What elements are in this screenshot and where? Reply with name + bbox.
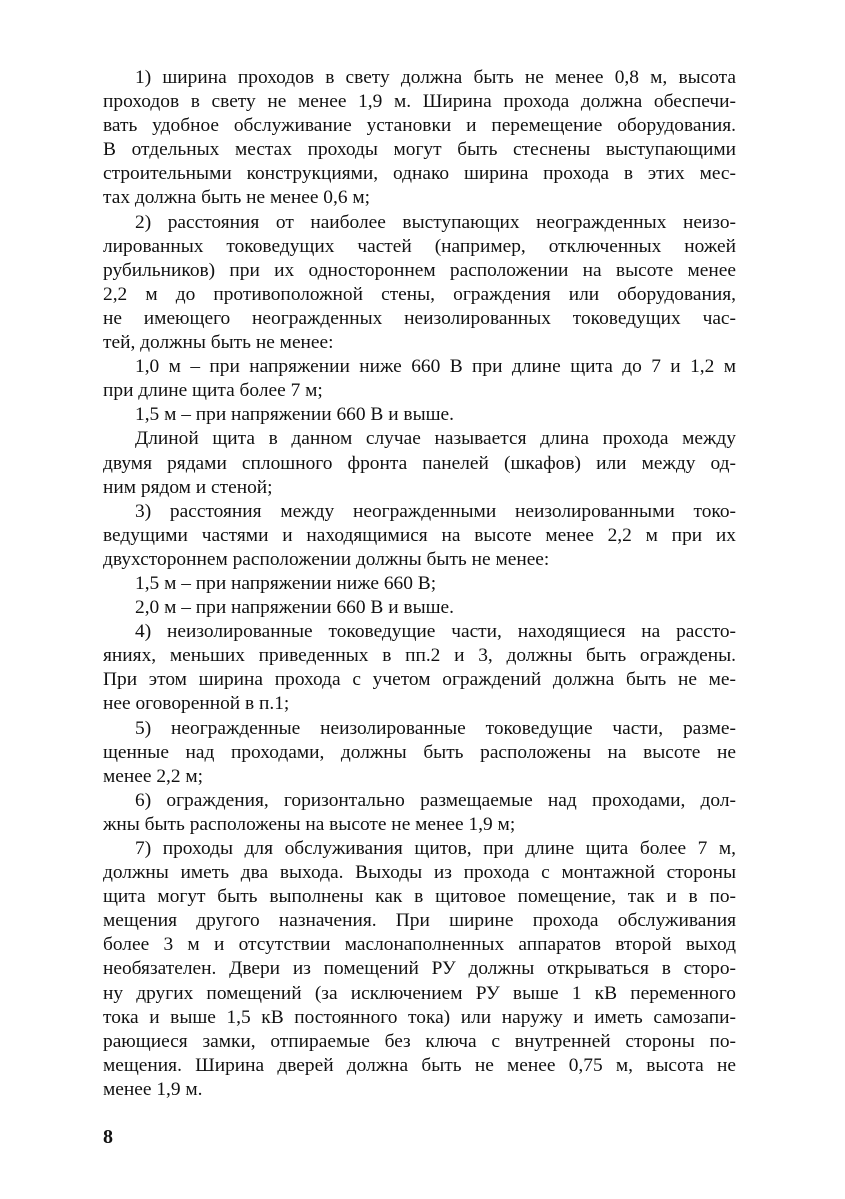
text-line: 6) ограждения, горизонтально размещаемые над проходами, дол- <box>135 789 736 811</box>
text-line: жны быть расположены на высоте не менее 1,9 м; <box>103 813 516 835</box>
text-line: лированных токоведущих частей (например, отключенных ножей <box>103 235 736 257</box>
page-body <box>103 66 736 1102</box>
text-line: 1) ширина проходов в свету должна быть не менее 0,8 м, высота <box>135 67 736 88</box>
text-line: 3) расстояния между неогражденными неизолированными токо- <box>135 500 736 522</box>
text-line: рающиеся замки, отпираемые без ключа с внутренней стороны по- <box>103 1030 736 1052</box>
text-line: нее оговоренной в п.1; <box>103 693 290 715</box>
text-line: необязателен. Двери из помещений РУ должны открываться в сторо- <box>103 958 736 980</box>
text-line: мещения. Ширина дверей должна быть не менее 0,75 м, высота не <box>103 1054 736 1076</box>
page-number: 8 <box>103 1126 113 1148</box>
text-line: 7) проходы для обслуживания щитов, при длине щита более 7 м, <box>135 838 736 859</box>
text-line: проходов в свету не менее 1,9 м. Ширина прохода должна обеспечи- <box>103 91 736 113</box>
text-line: ну других помещений (за исключением РУ выше 1 кВ переменного <box>103 982 736 1004</box>
text-line: Длиной щита в данном случае называется длина прохода между <box>135 428 736 450</box>
text-line: не имеющего неогражденных неизолированных токоведущих час- <box>103 307 736 329</box>
text-line: тах должна быть не менее 0,6 м; <box>103 187 371 209</box>
text-line: двумя рядами сплошного фронта панелей (шкафов) или между од- <box>103 452 736 474</box>
text-line: при длине щита более 7 м; <box>103 380 323 402</box>
text-line: тей, должны быть не менее: <box>103 332 334 354</box>
text-line: яниях, меньших приведенных в пп.2 и 3, должны быть ограждены. <box>103 645 736 667</box>
text-line: 1,5 м – при напряжении 660 В и выше. <box>135 404 454 426</box>
text-line: должны иметь два выхода. Выходы из прохода с монтажной стороны <box>103 862 736 884</box>
text-line: менее 1,9 м. <box>103 1078 203 1100</box>
text-line: вать удобное обслуживание установки и перемещение оборудования. <box>103 115 736 137</box>
text-line: мещения другого назначения. При ширине прохода обслуживания <box>103 910 736 932</box>
text-line: 2,0 м – при напряжении 660 В и выше. <box>135 597 454 619</box>
text-line: 1,5 м – при напряжении ниже 660 В; <box>135 572 437 594</box>
text-line: 5) неогражденные неизолированные токоведущие части, разме- <box>135 717 736 739</box>
text-line: менее 2,2 м; <box>103 765 204 787</box>
text-line: ведущими частями и находящимися на высоте менее 2,2 м при их <box>103 524 736 546</box>
text-line: щенные над проходами, должны быть расположены на высоте не <box>103 741 736 763</box>
text-line: щита могут быть выполнены как в щитовое помещение, так и в по- <box>103 886 736 908</box>
text-line: более 3 м и отсутствии маслонаполненных аппаратов второй выход <box>103 934 736 956</box>
text-line: двухстороннем расположении должны быть не менее: <box>103 548 550 570</box>
text-line: 4) неизолированные токоведущие части, находящиеся на рассто- <box>135 621 736 643</box>
text-line: тока и выше 1,5 кВ постоянного тока) или наружу и иметь самозапи- <box>103 1006 736 1028</box>
text-line: 2,2 м до противоположной стены, ограждения или оборудования, <box>103 283 736 305</box>
text-line: При этом ширина прохода с учетом ограждений должна быть не ме- <box>103 669 736 691</box>
text-line: рубильников) при их одностороннем расположении на высоте менее <box>103 259 736 281</box>
text-line: ним рядом и стеной; <box>103 476 273 498</box>
text-line: строительными конструкциями, однако ширина прохода в этих мес- <box>103 163 736 185</box>
text-line: 2) расстояния от наиболее выступающих неогражденных неизо- <box>135 211 736 233</box>
text-line: В отдельных местах проходы могут быть стеснены выступающими <box>103 139 736 161</box>
text-line: 1,0 м – при напряжении ниже 660 В при длине щита до 7 и 1,2 м <box>135 356 736 378</box>
